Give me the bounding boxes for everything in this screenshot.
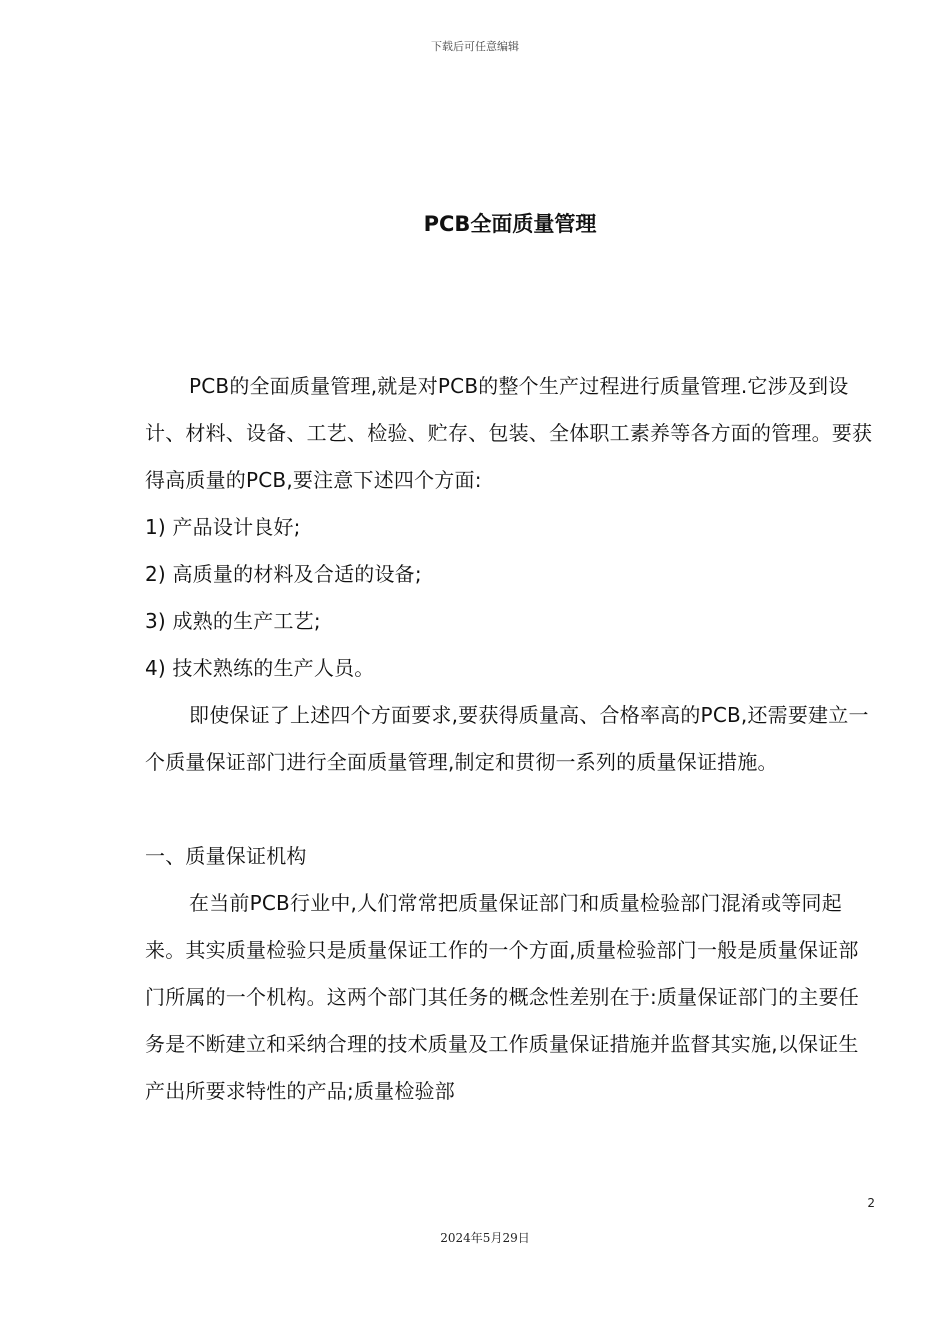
page-number: 2 bbox=[867, 1196, 875, 1210]
document-body bbox=[145, 363, 877, 1115]
intro-paragraph: PCB的全面质量管理,就是对PCB的整个生产过程进行质量管理.它涉及到设计、材料、设备、工艺、检验、贮存、包装、全体职工素养等各方面的管理。要获得高质量的PCB,要注意下述四个方面: bbox=[145, 374, 873, 492]
section-spacer bbox=[145, 786, 877, 833]
list-item-4: 4) 技术熟练的生产人员。 bbox=[145, 656, 375, 680]
list-item-1: 1) 产品设计良好; bbox=[145, 515, 301, 539]
list-item-2: 2) 高质量的材料及合适的设备; bbox=[145, 562, 422, 586]
header-note: 下载后可任意编辑 bbox=[431, 40, 519, 53]
document-title: PCB全面质量管理 bbox=[423, 212, 597, 236]
list-item-3: 3) 成熟的生产工艺; bbox=[145, 609, 321, 633]
followup-paragraph: 即使保证了上述四个方面要求,要获得质量高、合格率高的PCB,还需要建立一个质量保证部门进行全面质量管理,制定和贯彻一系列的质量保证措施。 bbox=[145, 703, 869, 774]
section-paragraph: 在当前PCB行业中,人们常常把质量保证部门和质量检验部门混淆或等同起来。其实质量检验只是质量保证工作的一个方面,质量检验部门一般是质量保证部门所属的一个机构。这两个部门其任务的概念性差别在于:质量保证部门的主要任务是不断建立和采纳合理的技术质量及工作质量保证措施并监督其实施,以保证生产出所要求特性的产品;质量检验部 bbox=[145, 891, 859, 1103]
section-heading: 一、质量保证机构 bbox=[145, 844, 307, 868]
footer-date: 2024年5月29日 bbox=[440, 1231, 530, 1245]
